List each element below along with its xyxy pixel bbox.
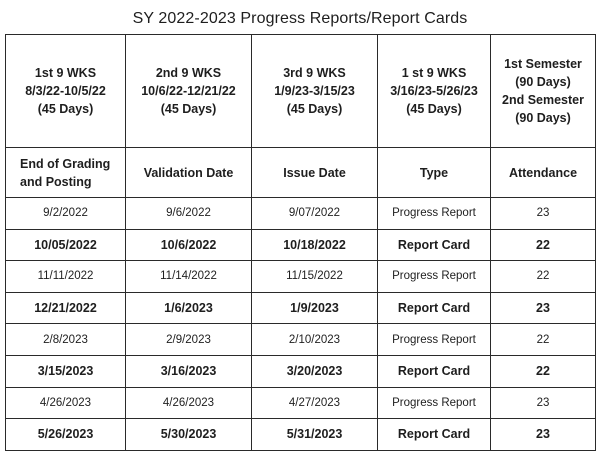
- quarter-label: 2nd 9 WKS: [155, 66, 222, 80]
- quarter-label: 1 st 9 WKS: [401, 66, 467, 80]
- report-schedule-table: [5, 34, 596, 451]
- end-of-grading-cell: 5/26/2023: [6, 419, 126, 451]
- type-cell: Progress Report: [378, 261, 491, 293]
- quarter-label: 3rd 9 WKS: [283, 66, 346, 80]
- validation-date-cell: 3/16/2023: [126, 355, 252, 387]
- semester-1-label: 1st Semester: [504, 57, 582, 71]
- quarter-header-row: [6, 35, 596, 148]
- semester-header: [491, 35, 596, 148]
- quarter-2-header: [126, 35, 252, 148]
- quarter-range: 10/6/22-12/21/22: [141, 84, 236, 98]
- attendance-cell: 22: [491, 261, 596, 293]
- quarter-days: (45 Days): [160, 102, 217, 116]
- type-cell: Progress Report: [378, 198, 491, 230]
- quarter-label: 1st 9 WKS: [34, 66, 97, 80]
- validation-date-cell: 11/14/2022: [126, 261, 252, 293]
- semester-2-days: (90 Days): [515, 111, 571, 125]
- table-row: [6, 324, 596, 356]
- quarter-range: 1/9/23-3/15/23: [274, 84, 355, 98]
- attendance-cell: 23: [491, 198, 596, 230]
- semester-2-label: 2nd Semester: [502, 93, 584, 107]
- column-header-row: [6, 148, 596, 198]
- end-of-grading-cell: 9/2/2022: [6, 198, 126, 230]
- attendance-cell: 22: [491, 324, 596, 356]
- quarter-range: 8/3/22-10/5/22: [25, 84, 106, 98]
- attendance-cell: 22: [491, 229, 596, 261]
- validation-date-cell: 2/9/2023: [126, 324, 252, 356]
- end-of-grading-cell: 11/11/2022: [6, 261, 126, 293]
- table-row: [6, 261, 596, 293]
- table-row: [6, 198, 596, 230]
- type-cell: Report Card: [378, 229, 491, 261]
- page-title: SY 2022-2023 Progress Reports/Report Cards: [132, 10, 468, 27]
- end-of-grading-cell: 2/8/2023: [6, 324, 126, 356]
- quarter-1-header: [6, 35, 126, 148]
- validation-date-cell: 9/6/2022: [126, 198, 252, 230]
- column-header-issue-date: Issue Date: [252, 148, 378, 198]
- type-cell: Report Card: [378, 292, 491, 324]
- column-header-validation-date: Validation Date: [126, 148, 252, 198]
- type-cell: Progress Report: [378, 324, 491, 356]
- end-of-grading-cell: 4/26/2023: [6, 387, 126, 419]
- validation-date-cell: 1/6/2023: [126, 292, 252, 324]
- attendance-cell: 23: [491, 292, 596, 324]
- attendance-cell: 23: [491, 387, 596, 419]
- column-header-type: Type: [378, 148, 491, 198]
- quarter-days: (45 Days): [406, 102, 462, 116]
- issue-date-cell: 3/20/2023: [252, 355, 378, 387]
- validation-date-cell: 4/26/2023: [126, 387, 252, 419]
- issue-date-cell: 5/31/2023: [252, 419, 378, 451]
- issue-date-cell: 10/18/2022: [252, 229, 378, 261]
- end-of-grading-cell: 3/15/2023: [6, 355, 126, 387]
- type-cell: Report Card: [378, 419, 491, 451]
- quarter-days: (45 Days): [37, 102, 94, 116]
- validation-date-cell: 10/6/2022: [126, 229, 252, 261]
- quarter-4-header: [378, 35, 491, 148]
- issue-date-cell: 1/9/2023: [252, 292, 378, 324]
- type-cell: Report Card: [378, 355, 491, 387]
- table-row: [6, 355, 596, 387]
- attendance-cell: 23: [491, 419, 596, 451]
- semester-1-days: (90 Days): [515, 75, 571, 89]
- quarter-range: 3/16/23-5/26/23: [390, 84, 478, 98]
- quarter-3-header: [252, 35, 378, 148]
- end-of-grading-cell: 12/21/2022: [6, 292, 126, 324]
- issue-date-cell: 11/15/2022: [252, 261, 378, 293]
- table-row: [6, 419, 596, 451]
- type-cell: Progress Report: [378, 387, 491, 419]
- validation-date-cell: 5/30/2023: [126, 419, 252, 451]
- end-of-grading-cell: 10/05/2022: [6, 229, 126, 261]
- table-row: [6, 229, 596, 261]
- column-header-end-of-grading: End of Grading and Posting: [6, 148, 126, 198]
- column-header-attendance: Attendance: [491, 148, 596, 198]
- issue-date-cell: 2/10/2023: [252, 324, 378, 356]
- table-row: [6, 387, 596, 419]
- table-row: [6, 292, 596, 324]
- attendance-cell: 22: [491, 355, 596, 387]
- issue-date-cell: 4/27/2023: [252, 387, 378, 419]
- quarter-days: (45 Days): [286, 102, 343, 116]
- issue-date-cell: 9/07/2022: [252, 198, 378, 230]
